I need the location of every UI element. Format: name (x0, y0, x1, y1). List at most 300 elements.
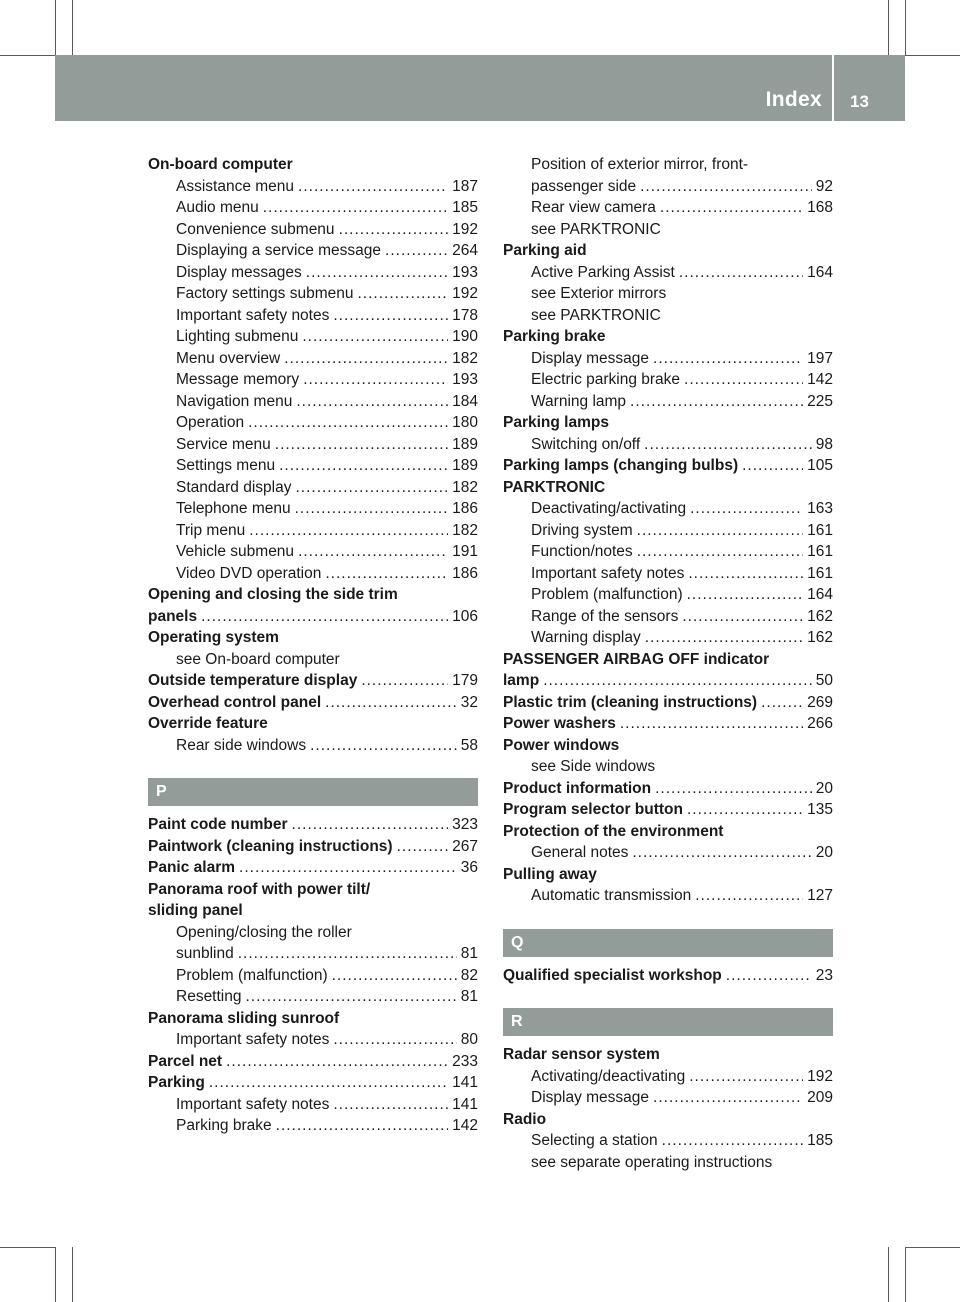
entry-text: see PARKTRONIC (531, 306, 661, 324)
index-entry (148, 627, 478, 649)
entry-text: Message memory (176, 371, 300, 388)
entry-text: Function/notes (531, 543, 633, 560)
index-subentry (148, 305, 478, 327)
entry-text: Operation (176, 414, 245, 431)
index-entry (148, 692, 478, 714)
index-subentry (503, 348, 833, 370)
entry-page-number: 185 (452, 199, 478, 216)
index-subentry (148, 735, 478, 757)
index-entry (148, 1051, 478, 1073)
entry-text: Problem (malfunction) (176, 966, 328, 984)
index-entry (503, 821, 833, 843)
index-entry (503, 692, 833, 714)
entry-page-number: 178 (452, 306, 478, 324)
entry-text: Convenience submenu (176, 220, 335, 238)
index-entry (148, 670, 478, 692)
crop-mark (0, 55, 55, 56)
index-entry (503, 1044, 833, 1066)
dot-leader (226, 1051, 448, 1073)
dot-leader (284, 348, 448, 370)
entry-page-number: 98 (815, 435, 833, 453)
entry-page-number: 161 (807, 521, 833, 539)
index-subentry (148, 219, 478, 241)
entry-page-number: 197 (807, 349, 833, 367)
crop-mark (905, 0, 906, 55)
index-subentry (503, 627, 833, 649)
page-number: 13 (850, 92, 869, 111)
dot-leader (637, 541, 803, 563)
index-entry (503, 735, 833, 757)
dot-leader (302, 326, 448, 348)
entry-text: Important safety notes (176, 306, 330, 324)
entry-page-number: 80 (460, 1031, 478, 1048)
index-entry (503, 778, 833, 800)
index-subentry (148, 434, 478, 456)
index-subentry (148, 922, 478, 944)
entry-text: Important safety notes (176, 1031, 330, 1048)
entry-text: sliding panel (148, 902, 243, 919)
index-subentry (148, 1115, 478, 1137)
dot-leader (620, 713, 803, 735)
index-entry (503, 670, 833, 692)
index-subentry (503, 498, 833, 520)
dot-leader (306, 262, 448, 284)
index-subentry (148, 455, 478, 477)
entry-page-number: 20 (815, 779, 833, 797)
index-entry (148, 857, 478, 879)
entry-page-number: 179 (452, 672, 478, 689)
entry-page-number: 186 (452, 500, 478, 517)
crop-mark (72, 0, 73, 55)
entry-text: Menu overview (176, 349, 281, 367)
entry-text: Standard display (176, 478, 292, 496)
index-subentry (503, 756, 833, 778)
header-separator (832, 55, 834, 121)
dot-leader (640, 176, 812, 198)
dot-leader (275, 434, 448, 456)
entry-text: Operating system (148, 629, 279, 646)
entry-text: Electric parking brake (531, 371, 681, 388)
entry-text: Override feature (148, 715, 268, 732)
index-entry (148, 836, 478, 858)
dot-leader (761, 692, 803, 714)
index-entry (503, 864, 833, 886)
index-subentry (503, 1066, 833, 1088)
dot-leader (653, 348, 803, 370)
entry-page-number: 106 (452, 607, 478, 625)
index-subentry (503, 885, 833, 907)
entry-page-number: 50 (815, 672, 833, 689)
entry-text: Parking (148, 1074, 205, 1091)
dot-leader (201, 606, 448, 628)
index-subentry (503, 606, 833, 628)
dot-leader (695, 885, 803, 907)
index-subentry (503, 262, 833, 284)
dot-leader (726, 965, 812, 987)
section-letter-heading: Q (503, 929, 833, 957)
index-subentry (148, 563, 478, 585)
index-entry (503, 649, 833, 671)
section-spacer (503, 986, 833, 1008)
index-subentry (148, 520, 478, 542)
dot-leader (295, 498, 449, 520)
entry-text: Parking aid (503, 242, 587, 259)
entry-page-number: 182 (452, 349, 478, 367)
dot-leader (333, 1029, 456, 1051)
entry-page-number: 162 (807, 607, 833, 625)
entry-page-number: 164 (807, 263, 833, 281)
entry-page-number: 81 (460, 945, 478, 962)
dot-leader (630, 391, 803, 413)
entry-page-number: 180 (452, 414, 478, 431)
index-entry (503, 477, 833, 499)
entry-text: lamp (503, 672, 540, 689)
entry-page-number: 142 (807, 371, 833, 388)
dot-leader (645, 627, 803, 649)
index-subentry (148, 541, 478, 563)
entry-page-number: 193 (452, 263, 478, 281)
section-spacer (148, 806, 478, 814)
index-subentry (148, 326, 478, 348)
crop-mark (72, 1247, 73, 1302)
dot-leader (682, 606, 803, 628)
entry-page-number: 267 (452, 837, 478, 855)
entry-text: Power windows (503, 736, 620, 754)
entry-text: On-board computer (148, 156, 293, 173)
index-subentry (148, 348, 478, 370)
dot-leader (296, 391, 448, 413)
entry-text: General notes (531, 844, 629, 861)
entry-text: Resetting (176, 988, 242, 1005)
index-subentry (503, 842, 833, 864)
entry-text: Range of the sensors (531, 607, 679, 625)
entry-page-number: 225 (807, 392, 833, 410)
entry-page-number: 58 (460, 736, 478, 754)
crop-mark (55, 1247, 56, 1302)
entry-page-number: 191 (452, 543, 478, 560)
entry-text: panels (148, 607, 198, 625)
index-subentry (503, 154, 833, 176)
entry-text: see Side windows (531, 758, 656, 775)
entry-text: Plastic trim (cleaning instructions) (503, 693, 758, 711)
entry-text: Telephone menu (176, 500, 291, 517)
dot-leader (687, 584, 804, 606)
entry-page-number: 127 (807, 887, 833, 904)
entry-page-number: 189 (452, 435, 478, 453)
index-subentry (148, 283, 478, 305)
entry-text: Paint code number (148, 816, 288, 833)
index-entry (148, 713, 478, 735)
dot-leader (357, 283, 448, 305)
entry-page-number: 233 (452, 1052, 478, 1070)
entry-page-number: 168 (807, 199, 833, 216)
entry-page-number: 182 (452, 478, 478, 496)
entry-page-number: 135 (807, 801, 833, 818)
entry-text: Opening and closing the side trim (148, 586, 398, 603)
dot-leader (385, 240, 448, 262)
dot-leader (688, 563, 803, 585)
dot-leader (637, 520, 803, 542)
dot-leader (662, 1130, 803, 1152)
entry-text: Displaying a service message (176, 242, 382, 259)
entry-page-number: 141 (452, 1095, 478, 1113)
crop-mark (888, 0, 889, 55)
dot-leader (209, 1072, 448, 1094)
entry-text: Navigation menu (176, 392, 293, 410)
entry-page-number: 36 (460, 859, 478, 876)
entry-text: Problem (malfunction) (531, 586, 683, 603)
entry-text: Service menu (176, 435, 271, 453)
index-subentry (148, 965, 478, 987)
index-entry (503, 240, 833, 262)
entry-page-number: 264 (452, 242, 478, 259)
section-letter-heading: P (148, 778, 478, 806)
entry-page-number: 266 (807, 715, 833, 732)
dot-leader (292, 814, 449, 836)
index-entry (503, 965, 833, 987)
entry-page-number: 185 (807, 1132, 833, 1149)
entry-page-number: 190 (452, 328, 478, 345)
entry-page-number: 193 (452, 371, 478, 388)
entry-page-number: 32 (460, 693, 478, 711)
index-subentry (503, 283, 833, 305)
index-subentry (148, 649, 478, 671)
entry-text: Important safety notes (176, 1095, 330, 1113)
entry-text: PASSENGER AIRBAG OFF indicator (503, 650, 770, 668)
index-entry (503, 412, 833, 434)
entry-page-number: 142 (452, 1117, 478, 1134)
dot-leader (238, 943, 457, 965)
entry-text: Qualified specialist workshop (503, 966, 722, 984)
index-entry (148, 879, 478, 901)
entry-page-number: 187 (452, 177, 478, 195)
entry-text: see PARKTRONIC (531, 220, 661, 238)
entry-page-number: 182 (452, 521, 478, 539)
entry-page-number: 141 (452, 1074, 478, 1091)
index-subentry (148, 986, 478, 1008)
entry-text: Parcel net (148, 1052, 223, 1070)
entry-page-number: 192 (452, 285, 478, 302)
dot-leader (689, 1066, 803, 1088)
index-subentry (503, 1130, 833, 1152)
entry-text: see separate operating instructions (531, 1153, 773, 1171)
dot-leader (644, 434, 812, 456)
dot-leader (679, 262, 803, 284)
index-subentry (503, 176, 833, 198)
dot-leader (325, 563, 448, 585)
dot-leader (295, 477, 448, 499)
index-subentry (503, 369, 833, 391)
entry-text: sunblind (176, 945, 234, 962)
dot-leader (397, 836, 449, 858)
index-subentry (148, 391, 478, 413)
index-subentry (503, 1152, 833, 1174)
entry-text: Assistance menu (176, 177, 295, 195)
index-subentry (503, 584, 833, 606)
index-entry (148, 1008, 478, 1030)
index-entry (148, 1072, 478, 1094)
dot-leader (249, 520, 448, 542)
dot-leader (543, 670, 812, 692)
index-entry (148, 814, 478, 836)
entry-text: Parking lamps (changing bulbs) (503, 457, 739, 474)
index-entry (503, 799, 833, 821)
entry-text: Automatic transmission (531, 887, 692, 904)
crop-mark (0, 1247, 55, 1248)
entry-text: Protection of the environment (503, 822, 724, 840)
entry-page-number: 161 (807, 564, 833, 582)
dot-leader (655, 778, 812, 800)
dot-leader (325, 692, 457, 714)
entry-page-number: 82 (460, 966, 478, 984)
index-subentry (503, 197, 833, 219)
entry-text: Rear view camera (531, 199, 656, 216)
index-subentry (148, 412, 478, 434)
entry-text: PARKTRONIC (503, 478, 606, 496)
entry-text: Selecting a station (531, 1132, 658, 1149)
dot-leader (684, 369, 803, 391)
entry-text: Warning lamp (531, 392, 627, 410)
entry-text: Outside temperature display (148, 672, 358, 689)
dot-leader (310, 735, 457, 757)
entry-page-number: 192 (807, 1067, 833, 1085)
entry-text: Activating/deactivating (531, 1067, 686, 1085)
section-spacer (148, 756, 478, 778)
crop-mark (905, 1247, 906, 1302)
entry-page-number: 192 (452, 220, 478, 238)
index-subentry (148, 369, 478, 391)
crop-mark (55, 0, 56, 55)
index-subentry (503, 541, 833, 563)
dot-leader (332, 965, 457, 987)
entry-page-number: 186 (452, 564, 478, 582)
dot-leader (248, 412, 448, 434)
index-entry (503, 455, 833, 477)
dot-leader (653, 1087, 803, 1109)
entry-text: Audio menu (176, 199, 259, 216)
index-subentry (503, 520, 833, 542)
entry-page-number: 162 (807, 629, 833, 646)
dot-leader (303, 369, 448, 391)
index-column-left (148, 154, 478, 1137)
dot-leader (687, 799, 803, 821)
dot-leader (333, 1094, 448, 1116)
entry-page-number: 163 (807, 500, 833, 517)
entry-text: Settings menu (176, 457, 276, 474)
entry-text: Lighting submenu (176, 328, 299, 345)
entry-page-number: 23 (815, 966, 833, 984)
entry-text: Radar sensor system (503, 1046, 660, 1063)
index-subentry (148, 498, 478, 520)
index-entry (503, 326, 833, 348)
index-subentry (148, 943, 478, 965)
entry-text: Switching on/off (531, 435, 641, 453)
entry-page-number: 184 (452, 392, 478, 410)
entry-text: Radio (503, 1110, 547, 1128)
entry-text: Product information (503, 779, 652, 797)
entry-text: see On-board computer (176, 650, 340, 668)
entry-text: Opening/closing the roller (176, 923, 352, 941)
index-subentry (503, 305, 833, 327)
entry-text: Driving system (531, 521, 633, 539)
dot-leader (245, 986, 456, 1008)
index-subentry (148, 197, 478, 219)
entry-text: Display message (531, 349, 650, 367)
index-subentry (148, 1094, 478, 1116)
entry-text: Display message (531, 1089, 650, 1106)
entry-text: passenger side (531, 177, 637, 195)
index-subentry (503, 391, 833, 413)
index-subentry (148, 176, 478, 198)
entry-text: Program selector button (503, 801, 683, 818)
index-entry (148, 606, 478, 628)
dot-leader (298, 541, 448, 563)
entry-text: Rear side windows (176, 736, 307, 754)
entry-text: Deactivating/activating (531, 500, 687, 517)
dot-leader (660, 197, 803, 219)
entry-text: Video DVD operation (176, 564, 322, 582)
entry-text: Parking brake (176, 1117, 272, 1134)
entry-text: Vehicle submenu (176, 543, 295, 560)
index-subentry (503, 1087, 833, 1109)
entry-page-number: 269 (807, 693, 833, 711)
entry-page-number: 323 (452, 816, 478, 833)
dot-leader (279, 455, 448, 477)
entry-text: Pulling away (503, 865, 597, 883)
entry-page-number: 92 (815, 177, 833, 195)
entry-text: Panic alarm (148, 859, 236, 876)
entry-text: Overhead control panel (148, 693, 322, 711)
dot-leader (742, 455, 803, 477)
section-spacer (503, 1036, 833, 1044)
entry-text: Panorama sliding sunroof (148, 1009, 340, 1027)
dot-leader (690, 498, 803, 520)
entry-page-number: 161 (807, 543, 833, 560)
entry-page-number: 164 (807, 586, 833, 603)
index-subentry (503, 563, 833, 585)
index-entry (503, 713, 833, 735)
dot-leader (632, 842, 811, 864)
index-column-right (503, 154, 833, 1173)
dot-leader (263, 197, 448, 219)
index-entry (148, 154, 478, 176)
entry-page-number: 209 (807, 1089, 833, 1106)
page-title: Index (765, 88, 822, 111)
section-spacer (503, 957, 833, 965)
entry-text: see Exterior mirrors (531, 285, 667, 302)
index-entry (148, 900, 478, 922)
entry-text: Active Parking Assist (531, 263, 675, 281)
dot-leader (239, 857, 457, 879)
index-subentry (148, 477, 478, 499)
entry-page-number: 189 (452, 457, 478, 474)
index-subentry (148, 262, 478, 284)
crop-mark (905, 55, 960, 56)
dot-leader (339, 219, 449, 241)
entry-text: Important safety notes (531, 564, 685, 582)
entry-text: Position of exterior mirror, front- (531, 156, 749, 173)
entry-text: Parking lamps (503, 414, 609, 431)
dot-leader (361, 670, 448, 692)
entry-text: Paintwork (cleaning instructions) (148, 837, 393, 855)
index-entry (148, 584, 478, 606)
entry-page-number: 105 (807, 457, 833, 474)
index-subentry (503, 219, 833, 241)
index-entry (503, 1109, 833, 1131)
entry-page-number: 81 (460, 988, 478, 1005)
entry-page-number: 20 (815, 844, 833, 861)
entry-text: Warning display (531, 629, 641, 646)
